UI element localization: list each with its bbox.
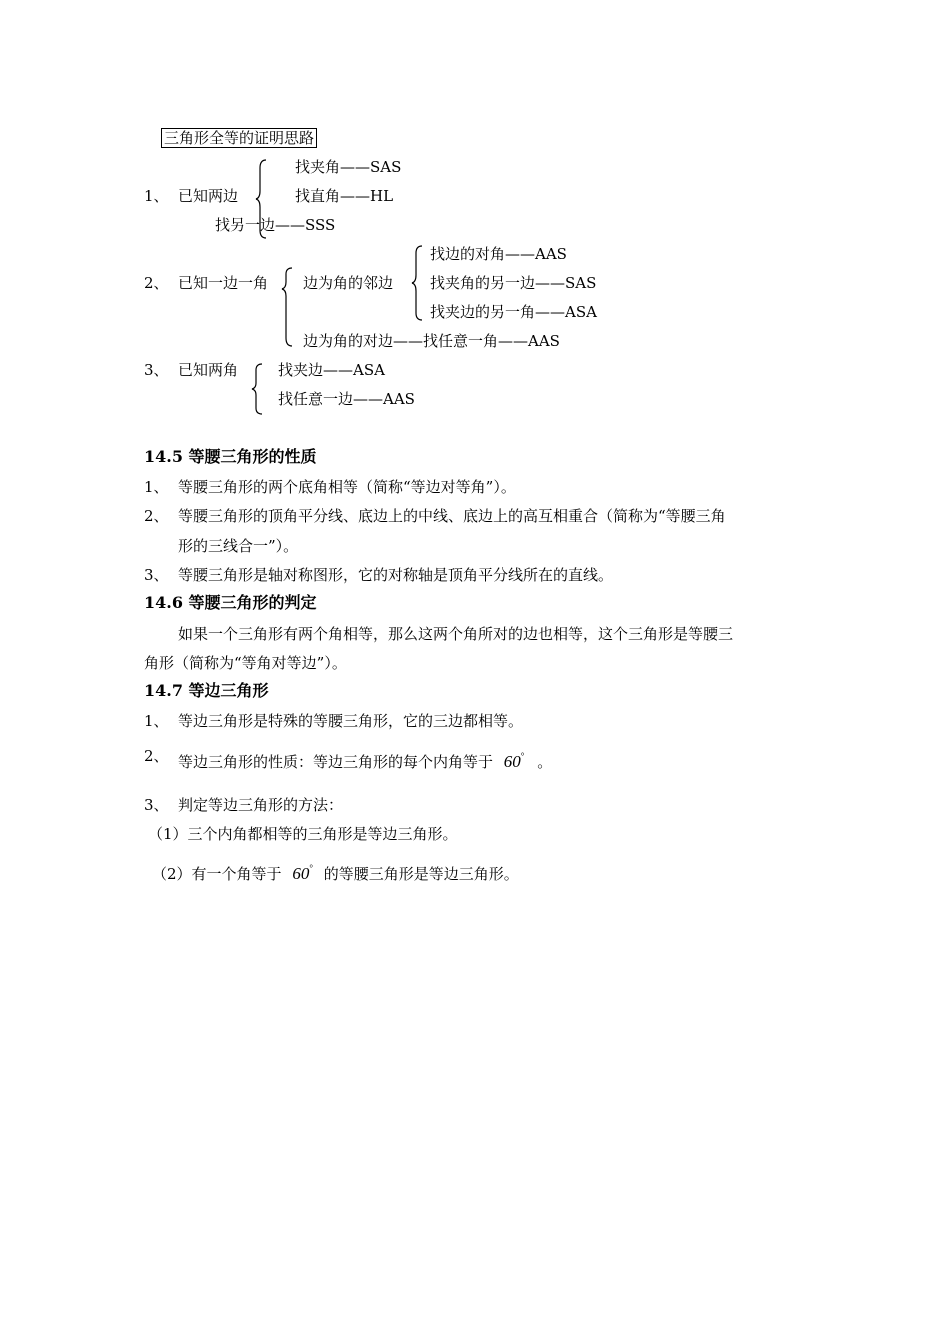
s147-item3-text: 判定等边三角形的方法： <box>178 796 344 814</box>
degree-sign: ° <box>520 751 525 761</box>
outline-item1-branch3: 找另一边——SSS <box>215 216 336 234</box>
outline-item1-label: 已知两边 <box>178 187 239 205</box>
outline-item3-label: 已知两角 <box>178 361 239 379</box>
outline-item1-branch2: 找直角——HL <box>295 187 394 205</box>
s147-item2-number: 2、 <box>144 747 169 765</box>
degree-value <box>504 752 525 771</box>
brace-icon <box>250 362 264 416</box>
outline-item2-sub1-option3: 找夹边的另一角——ASA <box>430 303 597 321</box>
s145-item3-text: 等腰三角形是轴对称图形，它的对称轴是顶角平分线所在的直线。 <box>178 566 614 584</box>
s147-item3-number: 3、 <box>144 796 169 814</box>
s147-sub2-tail: 的等腰三角形是等边三角形。 <box>323 865 519 883</box>
s145-item3-number: 3、 <box>144 566 169 584</box>
s145-item2-text: 等腰三角形的顶角平分线、底边上的中线、底边上的高互相重合（简称为“等腰三角 <box>178 507 726 525</box>
outline-item2-sub1-option2: 找夹角的另一边——SAS <box>430 274 597 292</box>
s145-item1-number: 1、 <box>144 478 169 496</box>
outline-item2-number: 2、 <box>144 274 169 292</box>
outline-title: 三角形全等的证明思路 <box>161 128 317 148</box>
outline-item3-branch1: 找夹边——ASA <box>278 361 385 379</box>
s145-item2-continuation: 形的三线合一”）。 <box>178 537 299 555</box>
section-14-7-heading: 14.7 等边三角形 <box>144 681 269 700</box>
outline-item3-number: 3、 <box>144 361 169 379</box>
s147-sub2-lead: （2）有一个角等于 <box>152 865 282 883</box>
s147-item2-lead: 等边三角形的性质：等边三角形的每个内角等于 <box>178 753 494 771</box>
section-14-5-heading: 14.5 等腰三角形的性质 <box>144 447 317 466</box>
brace-icon <box>280 266 294 348</box>
outline-item3-branch2: 找任意一边——AAS <box>278 390 415 408</box>
outline-item1-number: 1、 <box>144 187 169 205</box>
s146-paragraph-line2: 角形（简称为“等角对等边”）。 <box>144 654 347 672</box>
section-14-6-heading: 14.6 等腰三角形的判定 <box>144 593 317 612</box>
degree-number: 60 <box>292 864 310 883</box>
outline-item2-sub1: 边为角的邻边 <box>303 274 394 292</box>
s147-sub2-text <box>152 858 519 884</box>
outline-item2-sub1-option1: 找边的对角——AAS <box>430 245 567 263</box>
outline-item1-branch1: 找夹角——SAS <box>295 158 402 176</box>
degree-number: 60 <box>503 752 521 771</box>
s147-item1-number: 1、 <box>144 712 169 730</box>
s147-item2-text <box>178 746 552 772</box>
outline-item2-label: 已知一边一角 <box>178 274 269 292</box>
brace-icon <box>410 244 424 322</box>
degree-value <box>292 864 313 883</box>
s145-item1-text: 等腰三角形的两个底角相等（简称“等边对等角”）。 <box>178 478 516 496</box>
degree-sign: ° <box>309 863 313 873</box>
s145-item2-number: 2、 <box>144 507 169 525</box>
s147-item1-text: 等边三角形是特殊的等腰三角形，它的三边都相等。 <box>178 712 524 730</box>
outline-item2-sub2: 边为角的对边——找任意一角——AAS <box>303 332 560 350</box>
s146-paragraph-line1: 如果一个三角形有两个角相等，那么这两个角所对的边也相等，这个三角形是等腰三 <box>178 625 734 643</box>
s147-item2-tail: 。 <box>537 753 553 771</box>
s147-sub1-text: （1）三个内角都相等的三角形是等边三角形。 <box>148 825 458 843</box>
